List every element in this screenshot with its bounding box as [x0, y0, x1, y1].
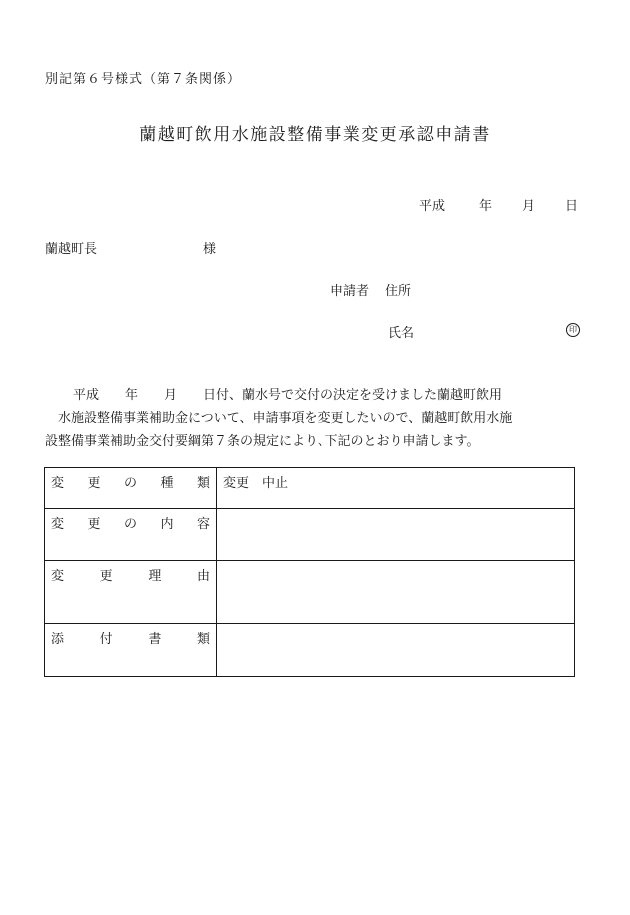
form-reference: 別記第６号様式（第７条関係）: [45, 72, 242, 87]
date-day: 日: [564, 199, 578, 214]
application-table: [44, 467, 575, 677]
addressee: [45, 238, 216, 257]
table-row: [45, 624, 575, 677]
document-title: 蘭越町飲用水施設整備事業変更承認申請書: [139, 125, 491, 145]
table-row: [45, 468, 575, 509]
body-line-3: 設整備事業補助金交付要綱第７条の規定により､下記のとおり申請します。: [45, 434, 480, 449]
row-label: 添 付 書 類: [45, 624, 217, 677]
row-label: 変 更 の 種 類: [45, 468, 217, 509]
addressee-name: 蘭越町長: [45, 242, 98, 257]
applicant-label: 申請者: [330, 284, 370, 299]
applicant-address-label: 住所: [385, 284, 412, 299]
applicant-name-label: 氏名: [388, 326, 415, 341]
row-label: 変 更 の 内 容: [45, 509, 217, 561]
addressee-honorific: 様: [203, 242, 217, 257]
row-value[interactable]: 変更 中止: [217, 468, 575, 509]
seal-mark-icon: 印: [566, 323, 580, 337]
table-row: [45, 509, 575, 561]
date-month: 月: [521, 199, 535, 214]
table-row: [45, 561, 575, 624]
row-value[interactable]: [217, 509, 575, 561]
body-paragraph: [45, 384, 585, 453]
row-label: 変 更 理 由: [45, 561, 217, 624]
date-era: 平成: [418, 199, 445, 214]
date-year: 年: [478, 199, 492, 214]
row-value[interactable]: [217, 561, 575, 624]
applicant-address-line: [330, 280, 411, 299]
date-line: [419, 195, 578, 214]
body-line-2: 水施設整備事業補助金について、申請事項を変更したいので、蘭越町飲用水施: [58, 411, 513, 426]
body-line-1: 平成 年 月 日付、蘭水号で交付の決定を受けました蘭越町飲用: [73, 388, 503, 403]
row-value[interactable]: [217, 624, 575, 677]
